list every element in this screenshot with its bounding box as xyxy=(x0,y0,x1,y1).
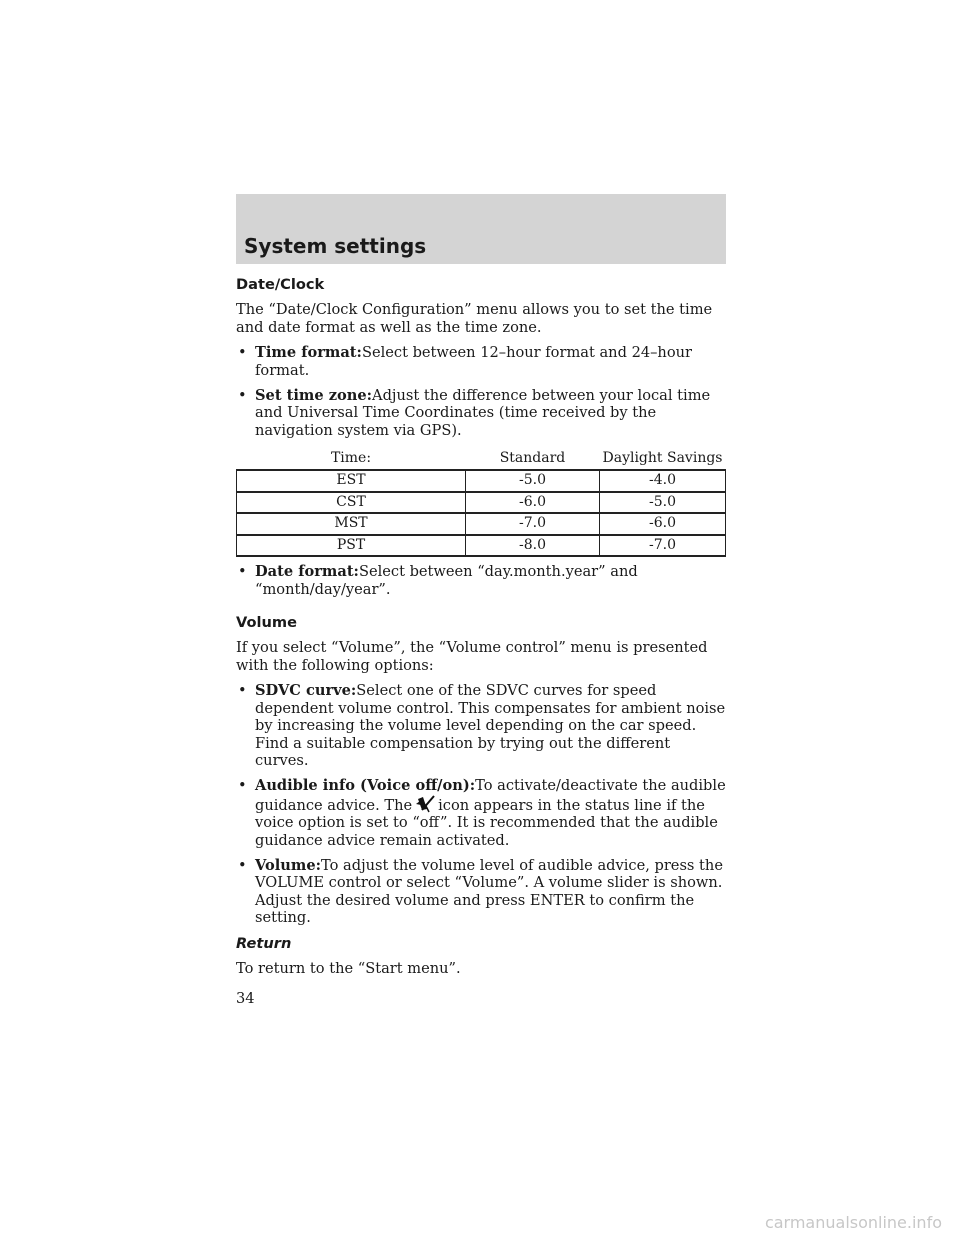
bullet-date-format xyxy=(236,563,728,598)
table-cell: -8.0 xyxy=(466,535,600,557)
bullet-set-time-zone xyxy=(236,387,728,439)
bullet-icon: • xyxy=(238,563,247,581)
bullet-icon: • xyxy=(238,344,247,362)
table-cell: -6.0 xyxy=(600,513,726,535)
bullet-text: Select between 12–hour format and 24–hour format. xyxy=(255,344,692,379)
table-cell: -5.0 xyxy=(600,492,726,514)
table-row xyxy=(237,470,726,492)
voice-off-icon xyxy=(414,795,436,813)
bullet-sdvc-curve xyxy=(236,682,728,769)
bullet-text: Select between “day.month.year” and “month/day/year”. xyxy=(255,563,638,598)
table-header-row xyxy=(237,447,726,470)
bullet-label: Audible info (Voice off/on): xyxy=(255,777,476,795)
bullet-text: To adjust the volume level of audible advice, press the VOLUME control or select “Volume”. A volume slider is shown. Adjust the desired volume and press ENTER to confirm the setting. xyxy=(255,856,723,927)
bullet-label: Time format: xyxy=(255,344,362,362)
bullet-text: Adjust the difference between your local time and Universal Time Coordinates (time received by the navigation system via GPS). xyxy=(255,387,711,439)
table-row xyxy=(237,535,726,557)
volume-intro: If you select “Volume”, the “Volume control” menu is presented with the following options: xyxy=(236,639,708,674)
bullet-audible-info xyxy=(236,777,728,849)
bullet-label: SDVC curve: xyxy=(255,682,357,700)
table-cell: EST xyxy=(237,470,466,492)
table-cell: MST xyxy=(237,513,466,535)
table-row xyxy=(237,513,726,535)
bullet-icon: • xyxy=(238,682,247,700)
volume-heading: Volume xyxy=(236,614,298,632)
bullet-icon: • xyxy=(238,856,247,874)
time-zone-table xyxy=(236,447,726,557)
table-cell: -6.0 xyxy=(466,492,600,514)
table-header-cell: Time: xyxy=(330,449,372,466)
bullet-label: Date format: xyxy=(255,563,359,581)
table-cell: -7.0 xyxy=(600,535,726,557)
table-cell: -7.0 xyxy=(466,513,600,535)
bullet-label: Volume: xyxy=(255,856,321,874)
table-header-cell: Standard xyxy=(499,449,566,466)
table-cell: CST xyxy=(237,492,466,514)
date-clock-heading: Date/Clock xyxy=(236,276,325,293)
table-header-cell: Daylight Savings xyxy=(602,449,723,466)
bullet-volume xyxy=(236,857,728,927)
bullet-icon: • xyxy=(238,777,247,795)
return-text: To return to the “Start menu”. xyxy=(236,959,461,977)
watermark: carmanualsonline.info xyxy=(764,1213,942,1232)
bullet-time-format xyxy=(236,344,728,379)
section-title: System settings xyxy=(244,234,427,258)
bullet-text: icon appears in the status line if the voice option is set to “off”. It is recommended that the audible guidance advice remain activated. xyxy=(255,796,718,849)
page-number: 34 xyxy=(236,990,255,1007)
return-heading: Return xyxy=(236,934,292,952)
table-row xyxy=(237,492,726,514)
page-content xyxy=(236,276,728,985)
bullet-text: Select one of the SDVC curves for speed dependent volume control. This compensates for ambient noise by increasing the volume level depending on the car speed. Find a suitable compensation by trying out the different curves. xyxy=(255,682,726,769)
bullet-label: Set time zone: xyxy=(255,387,373,405)
table-cell: -4.0 xyxy=(600,470,726,492)
table-cell: PST xyxy=(237,535,466,557)
date-clock-intro: The “Date/Clock Configuration” menu allows you to set the time and date format as well as the time zone. xyxy=(236,301,713,336)
bullet-icon: • xyxy=(238,387,247,405)
bullet-text: To activate/deactivate the audible guidance advice. The xyxy=(255,777,726,814)
table-cell: -5.0 xyxy=(466,470,600,492)
